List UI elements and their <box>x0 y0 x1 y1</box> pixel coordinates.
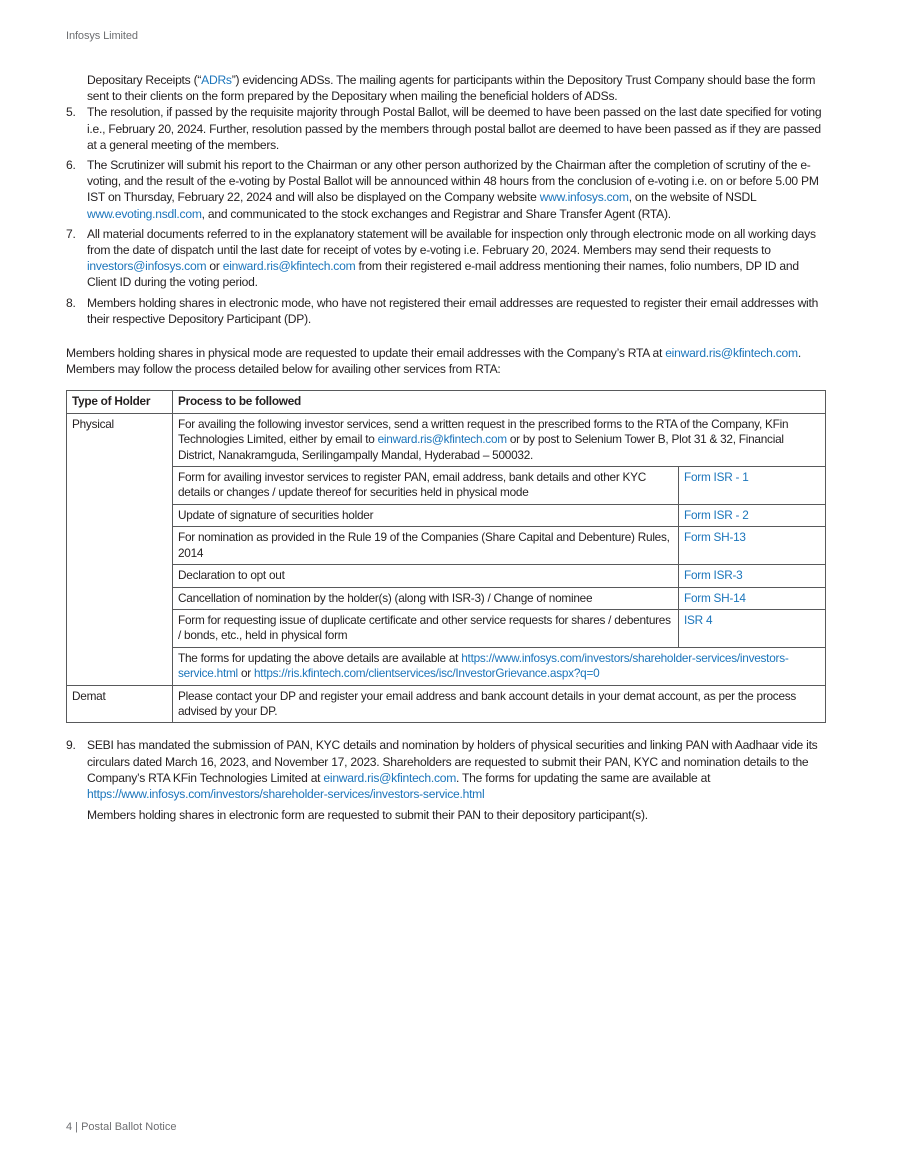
item-text: Members holding shares in electronic mode, who have not registered their email addresses are requested to register their email addresses with their respective Depository Participant (DP). <box>87 295 819 326</box>
infosys-investors-service-link[interactable]: https://www.infosys.com/investors/shareholder-services/investors-service.html <box>178 650 789 681</box>
item-number: 7. <box>66 226 76 241</box>
table-row <box>67 467 826 505</box>
item-number: 6. <box>66 158 76 173</box>
form-link[interactable]: Form ISR - 2 <box>684 507 749 522</box>
form-link[interactable]: Form ISR-3 <box>684 568 743 583</box>
investors-email-link[interactable]: investors@infosys.com <box>87 259 207 274</box>
item-text: All material documents referred to in the explanatory statement will be available for inspection only through electronic mode on all working days from the date of dispatch until the last date for receipt of votes by e-voting i.e. February 20, 2024. Members may send their requests to <box>87 226 816 258</box>
infosys-website-link[interactable]: www.infosys.com <box>539 190 629 205</box>
running-header: Infosys Limited <box>66 30 138 42</box>
item-text: , and communicated to the stock exchanges and Registrar and Share Transfer Agent (RTA). <box>201 206 671 221</box>
document-body <box>66 72 828 827</box>
form-link-isr-1[interactable] <box>679 467 826 505</box>
item-text: . The forms for updating the same are available at <box>456 770 711 785</box>
table-row <box>67 565 826 587</box>
service-cell: Form for availing investor services to register PAN, email address, bank details and other KYC details or changes / update thereof for securities held in physical mode <box>173 467 679 505</box>
list-item-8 <box>66 295 828 327</box>
table-row <box>67 413 826 466</box>
rta-services-table <box>66 390 826 723</box>
item-text: The resolution, if passed by the requisite majority through Postal Ballot, will be deemed to have been passed on the last date specified for voting i.e., February 20, 2024. Further, resolution passed by the members through postal ballot are deemed to have been passed as if they are passed at a general meeting of the members. <box>87 105 822 152</box>
kfintech-email-link[interactable]: einward.ris@kfintech.com <box>222 259 356 274</box>
form-link-isr-2[interactable] <box>679 504 826 526</box>
table-row <box>67 647 826 685</box>
nsdl-evoting-link[interactable]: www.evoting.nsdl.com <box>87 206 202 221</box>
demat-process-cell: Please contact your DP and register your email address and bank account details in your demat account, as per the process advised by your DP. <box>173 685 826 723</box>
table-row <box>67 527 826 565</box>
cell-text: For availing the following investor services, send a written request in the prescribed forms to the RTA of the Company, KFin Technologies Limited, either by email to <box>178 416 789 447</box>
page-footer: 4 | Postal Ballot Notice <box>66 1121 177 1133</box>
form-link-isr-3[interactable] <box>679 565 826 587</box>
header-type-of-holder: Type of Holder <box>67 391 173 413</box>
header-process: Process to be followed <box>173 391 826 413</box>
list-item-9 <box>66 737 828 823</box>
list-item-6 <box>66 157 828 222</box>
physical-intro-cell <box>173 413 826 466</box>
form-link[interactable]: Form SH-14 <box>684 590 746 605</box>
table-row <box>67 685 826 723</box>
item-extra-text: Members holding shares in electronic form are requested to submit their PAN to their depository participant(s). <box>87 808 648 823</box>
table-row <box>67 609 826 647</box>
forms-availability-cell <box>173 647 826 685</box>
service-cell: Form for requesting issue of duplicate certificate and other service requests for shares / debentures / bonds, etc., held in physical form <box>173 609 679 647</box>
kfintech-email-link[interactable]: einward.ris@kfintech.com <box>665 346 798 361</box>
item-number: 9. <box>66 738 76 753</box>
intro-paragraph <box>66 72 828 104</box>
holder-type-demat: Demat <box>67 685 173 723</box>
kfintech-grievance-link[interactable]: https://ris.kfintech.com/clientservices/isc/InvestorGrievance.aspx?q=0 <box>253 666 600 681</box>
note-text: . Members may follow the process detailed below for availing other services from RTA: <box>66 346 801 377</box>
form-link[interactable]: ISR 4 <box>684 612 713 627</box>
form-link-isr-4[interactable] <box>679 609 826 647</box>
item-text: from their registered e-mail address mentioning their names, folio numbers, DP ID and Client ID during the voting period. <box>87 259 799 290</box>
adrs-link[interactable]: ADRs <box>201 73 232 87</box>
list-item-5 <box>66 104 828 153</box>
intro-text: Depositary Receipts (“ <box>87 73 202 87</box>
list-item-7 <box>66 226 828 291</box>
item-text: The Scrutinizer will submit his report to the Chairman or any other person authorized by the Chairman after the completion of scrutiny of the e-voting, and the result of the e-voting by Postal Ballot will be announced within 48 hours from the conclusion of e-voting i.e. on or before 5.00 PM IST on Thursday, February 22, 2024 and will also be displayed on the Company website <box>87 158 819 205</box>
form-link[interactable]: Form ISR - 1 <box>684 470 749 485</box>
kfintech-email-link[interactable]: einward.ris@kfintech.com <box>377 432 507 447</box>
table-row <box>67 504 826 526</box>
table-row <box>67 587 826 609</box>
infosys-investors-service-link[interactable]: https://www.infosys.com/investors/shareholder-services/investors-service.html <box>87 786 485 801</box>
form-link[interactable]: Form SH-13 <box>684 530 746 545</box>
cell-text: or <box>237 666 254 681</box>
service-cell: Cancellation of nomination by the holder(s) (along with ISR-3) / Change of nominee <box>173 587 679 609</box>
item-text: SEBI has mandated the submission of PAN, KYC details and nomination by holders of physical securities and linking PAN with Aadhaar vide its circulars dated March 16, 2023, and November 17, 2023. Shareholders are requested to submit their PAN, KYC and nomination details to the Company’s RTA KFin Technologies Limited at <box>87 738 818 785</box>
item-number: 8. <box>66 295 76 310</box>
form-link-sh-13[interactable] <box>679 527 826 565</box>
item-number: 5. <box>66 105 76 120</box>
service-cell: Update of signature of securities holder <box>173 504 679 526</box>
physical-mode-note <box>66 345 828 377</box>
item-text: , on the website of NSDL <box>628 190 757 205</box>
note-text: Members holding shares in physical mode are requested to update their email addresses with the Company’s RTA at <box>66 346 666 361</box>
table-header-row <box>67 391 826 413</box>
item-text: or <box>206 259 223 274</box>
cell-text: or by post to Selenium Tower B, Plot 31 & 32, Financial District, Nanakramguda, Serilingampally Mandal, Hyderabad – 500032. <box>178 432 784 462</box>
service-cell: Declaration to opt out <box>173 565 679 587</box>
form-link-sh-14[interactable] <box>679 587 826 609</box>
intro-text: ”) evidencing ADSs. The mailing agents for participants within the Depository Trust Company should base the form sent to their clients on the form prepared by the Depositary when mailing the beneficial holders of ADSs. <box>87 73 816 104</box>
kfintech-email-link[interactable]: einward.ris@kfintech.com <box>323 770 457 785</box>
service-cell: For nomination as provided in the Rule 19 of the Companies (Share Capital and Debenture) Rules, 2014 <box>173 527 679 565</box>
holder-type-physical: Physical <box>67 413 173 685</box>
cell-text: The forms for updating the above details are available at <box>178 650 462 665</box>
